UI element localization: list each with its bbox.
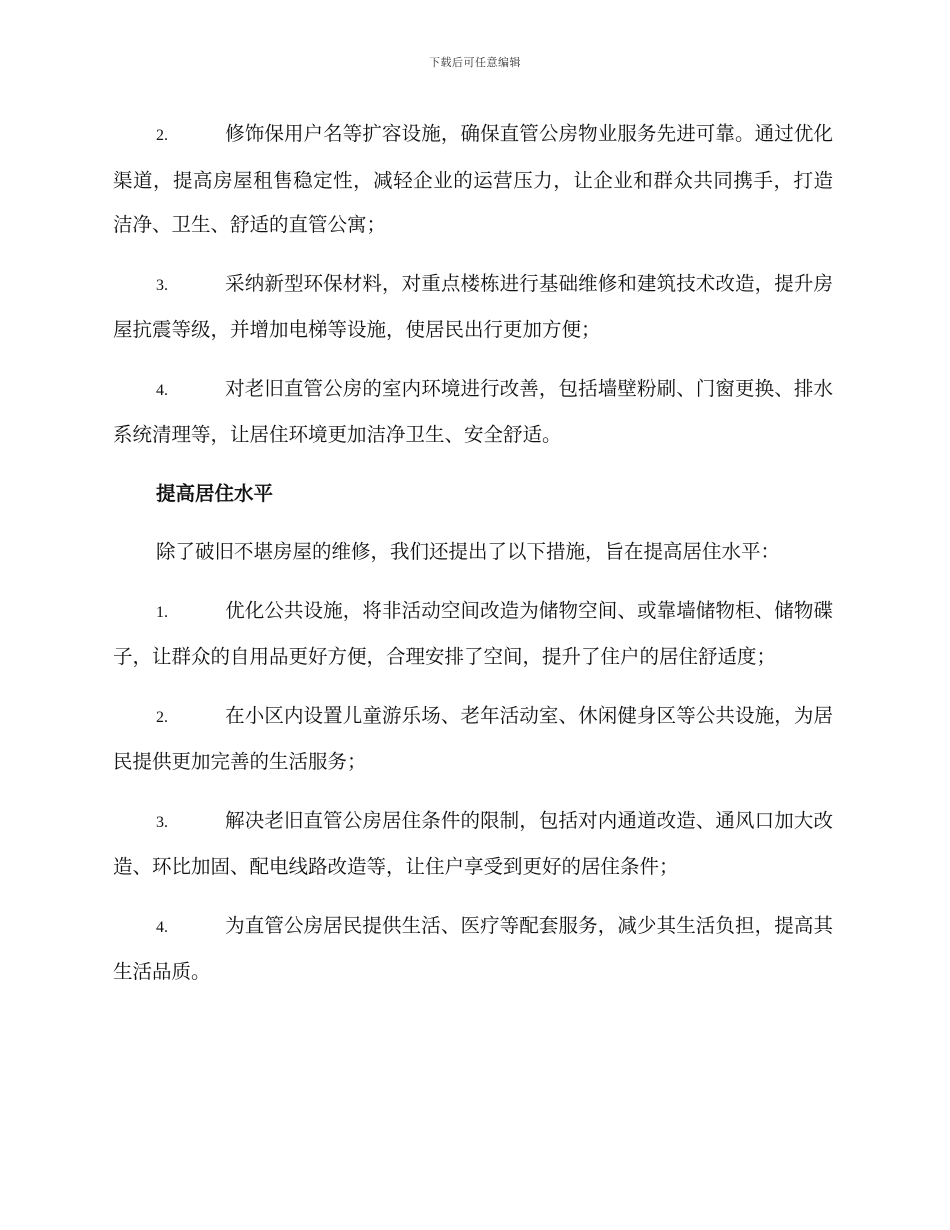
list-item <box>113 904 833 995</box>
list-item <box>113 262 833 353</box>
list-item-text: 采纳新型环保材料，对重点楼栋进行基础维修和建筑技术改造，提升房屋抗震等级，并增加电梯等设施，使居民出行更加方便； <box>113 271 833 341</box>
list-number: 4. <box>156 381 168 399</box>
list-number: 1. <box>156 603 168 621</box>
list-item <box>113 589 833 680</box>
list-item-text: 解决老旧直管公房居住条件的限制，包括对内通道改造、通风口加大改造、环比加固、配电线路改造等，让住户享受到更好的居住条件； <box>113 808 833 878</box>
list-item-text: 为直管公房居民提供生活、医疗等配套服务，减少其生活负担，提高其生活品质。 <box>113 913 833 983</box>
list-item <box>113 694 833 785</box>
list-number: 2. <box>156 127 168 144</box>
list-number: 3. <box>156 276 168 294</box>
page-header: 下载后可任意编辑 <box>429 56 521 69</box>
list-item-text: 优化公共设施，将非活动空间改造为储物空间、或靠墙储物柜、储物碟子，让群众的自用品更好方便，合理安排了空间，提升了住户的居住舒适度； <box>113 598 833 668</box>
list-number: 2. <box>156 708 168 726</box>
list-item <box>113 367 833 458</box>
list-item-text: 修饰保用户名等扩容设施，确保直管公房物业服务先进可靠。通过优化渠道，提高房屋租售稳定性，减轻企业的运营压力，让企业和群众共同携手，打造洁净、卫生、舒适的直管公寓； <box>113 122 833 236</box>
list-number: 4. <box>156 918 168 936</box>
list-item-text: 对老旧直管公房的室内环境进行改善，包括墙壁粉刷、门窗更换、排水系统清理等，让居住环境更加洁净卫生、安全舒适。 <box>113 376 833 446</box>
section-intro: 除了破旧不堪房屋的维修，我们还提出了以下措施，旨在提高居住水平： <box>156 540 781 563</box>
section-heading: 提高居住水平 <box>156 481 274 505</box>
document-body <box>113 112 833 1009</box>
list-item-text: 在小区内设置儿童游乐场、老年活动室、休闲健身区等公共设施，为居民提供更加完善的生活服务； <box>113 703 833 773</box>
list-number: 3. <box>156 813 168 831</box>
list-item <box>113 112 833 248</box>
list-item <box>113 799 833 890</box>
